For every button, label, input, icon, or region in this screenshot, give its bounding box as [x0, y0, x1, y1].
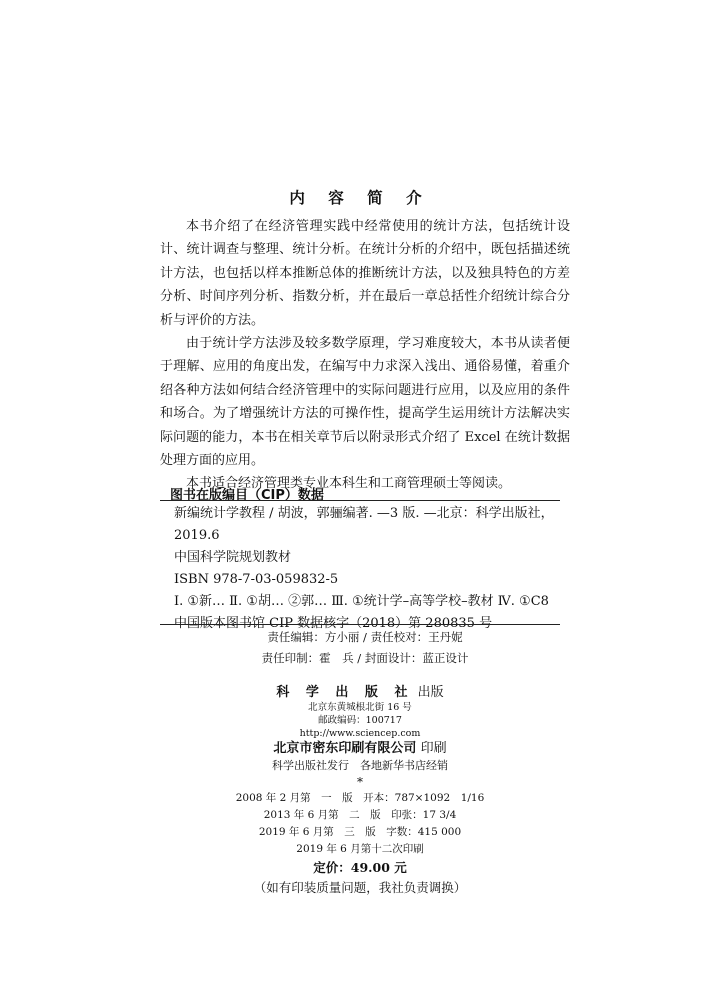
- cip-line-classification: Ⅰ. ①新… Ⅱ. ①胡… ②郭… Ⅲ. ①统计学–高等学校–教材 Ⅳ. ①C8: [174, 594, 549, 609]
- cip-data: [174, 503, 558, 635]
- editors-line-2: 责任印制：霍 兵 / 封面设计：蓝正设计: [261, 651, 469, 665]
- intro-title: 内 容 简 介: [289, 189, 431, 207]
- cip-bottom-rule: [160, 624, 560, 625]
- printer-suffix: 印刷: [420, 741, 447, 756]
- cip-line-title: 新编统计学教程 / 胡波，郭骊编著. —3 版. —北京：科学出版社，2019.6: [174, 506, 554, 543]
- editors-block: [200, 627, 530, 669]
- publisher-website: http://www.sciencep.com: [299, 728, 421, 739]
- cip-heading: 图书在版编目（CIP）数据: [170, 488, 324, 503]
- publisher-address: 北京东黄城根北街 16 号: [308, 702, 412, 713]
- intro-paragraph-3: 本书适合经济管理类专业本科生和工商管理硕士等阅读。: [186, 476, 512, 492]
- intro-text: [160, 215, 570, 496]
- cip-top-rule: [160, 500, 560, 501]
- intro-paragraph-2: 由于统计学方法涉及较多数学原理，学习难度较大，本书从读者便于理解、应用的角度出发，在编写中力求深入浅出、通俗易懂，着重介绍各种方法如何结合经济管理中的实际问题进行应用，以及应用的条件和场合。为了增强统计方法的可操作性，提高学生运用统计方法解决实际问题的能力，本书在相关章节后以附录形式介绍了 Excel 在统计数据处理方面的应用。: [160, 336, 570, 469]
- cip-line-series: 中国科学院规划教材: [174, 550, 292, 565]
- printing-count-line: 2019 年 6 月第十二次印刷: [296, 843, 424, 855]
- cip-line-isbn: ISBN 978-7-03-059832-5: [174, 572, 339, 587]
- cip-line-record-number: 中国版本图书馆 CIP 数据核字（2018）第 280835 号: [174, 616, 493, 631]
- publisher-name: 科 学 出 版 社: [276, 685, 414, 700]
- quality-notice: （如有印装质量问题，我社负责调换）: [253, 880, 467, 895]
- edition-line-3: 2019 年 6 月第 三 版 字数：415 000: [258, 826, 462, 838]
- price: 定价：49.00 元: [313, 860, 407, 875]
- publisher-postcode: 邮政编码：100717: [318, 715, 402, 726]
- printer-name: 北京市密东印刷有限公司: [273, 741, 417, 756]
- separator-star: *: [357, 775, 363, 789]
- distribution-line: 科学出版社发行 各地新华书店经销: [272, 759, 448, 772]
- edition-line-1: 2008 年 2 月第 一 版 开本：787×1092 1/16: [235, 792, 485, 804]
- publisher-block: [0, 684, 720, 898]
- editors-line-1: 责任编辑：方小丽 / 责任校对：王丹妮: [267, 630, 463, 644]
- edition-line-2: 2013 年 6 月第 二 版 印张：17 3/4: [263, 809, 457, 821]
- intro-paragraph-1: 本书介绍了在经济管理实践中经常使用的统计方法，包括统计设计、统计调查与整理、统计分析。在统计分析的介绍中，既包括描述统计方法，也包括以样本推断总体的推断统计方法，以及独具特色的方差分析、时间序列分析、指数分析，并在最后一章总括性介绍统计综合分析与评价的方法。: [160, 219, 570, 328]
- publisher-suffix: 出版: [417, 685, 444, 700]
